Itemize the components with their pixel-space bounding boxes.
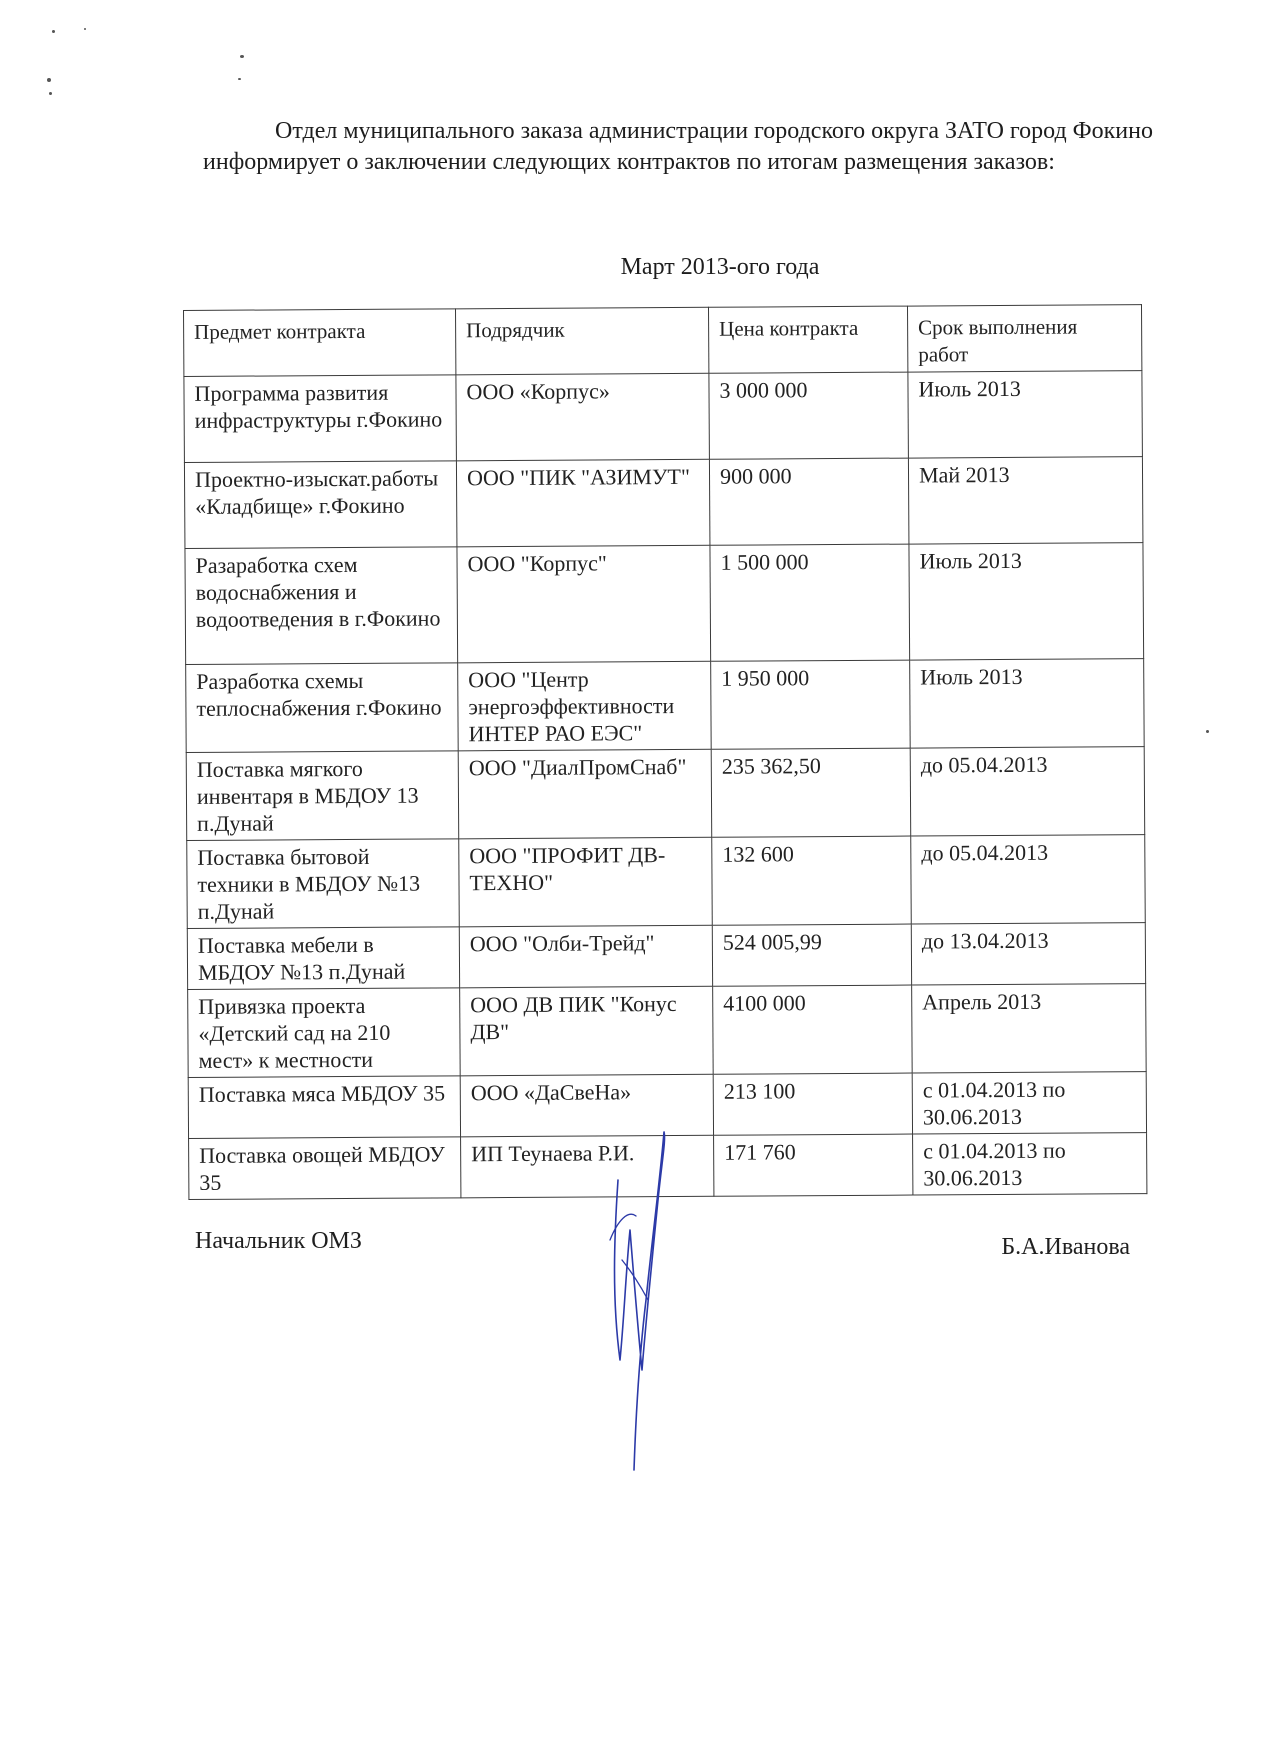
cell-contractor: ООО «ДаСвеНа» — [460, 1074, 713, 1137]
contracts-table — [183, 304, 1147, 1200]
cell-subject: Поставка мяса МБДОУ 35 — [188, 1076, 460, 1139]
table-row — [184, 371, 1143, 463]
cell-contractor: ООО "Олби-Трейд" — [459, 925, 712, 988]
cell-subject: Разаработка схем водоснабжения и водоотведения в г.Фокино — [185, 547, 458, 665]
header-contractor: Подрядчик — [455, 307, 708, 375]
cell-deadline: Июль 2013 — [908, 371, 1143, 458]
cell-deadline: с 01.04.2013 по 30.06.2013 — [913, 1133, 1147, 1195]
cell-contractor: ООО "ПРОФИТ ДВ-ТЕХНО" — [459, 837, 713, 927]
scan-speck — [238, 78, 241, 80]
cell-price: 524 005,99 — [712, 924, 911, 986]
cell-price: 132 600 — [712, 836, 912, 925]
cell-deadline: до 05.04.2013 — [910, 747, 1145, 836]
cell-price: 900 000 — [709, 458, 909, 545]
intro-paragraph: Отдел муниципального заказа администрации городского округа ЗАТО город Фокино информирует о заключении следующих контрактов по итогам размещения заказов: — [203, 118, 1153, 175]
cell-subject: Поставка мягкого инвентаря в МБДОУ 13 п.Дунай — [186, 751, 459, 841]
table-row — [187, 835, 1146, 929]
cell-contractor: ООО "Центр энергоэффективности ИНТЕР РАО ЕЭС" — [458, 661, 712, 751]
cell-deadline: Май 2013 — [908, 457, 1143, 544]
cell-subject: Программа развития инфраструктуры г.Фокино — [184, 375, 457, 463]
cell-deadline: до 13.04.2013 — [911, 923, 1145, 985]
cell-contractor: ООО "ПИК "АЗИМУТ" — [456, 459, 710, 547]
table-row — [186, 659, 1145, 753]
table-header-row — [184, 305, 1142, 377]
cell-deadline: до 05.04.2013 — [911, 835, 1146, 924]
cell-price: 213 100 — [713, 1073, 912, 1135]
table-row — [187, 923, 1145, 990]
scan-speck — [240, 55, 244, 58]
report-period: Март 2013-ого года — [620, 254, 820, 280]
cell-price: 4100 000 — [713, 985, 913, 1074]
cell-subject: Разработка схемы теплоснабжения г.Фокино — [186, 663, 459, 753]
cell-contractor: ИП Теунаева Р.И. — [461, 1135, 714, 1198]
cell-price: 171 760 — [714, 1134, 913, 1196]
table-row — [188, 984, 1147, 1078]
cell-contractor: ООО «Корпус» — [456, 373, 710, 461]
table-row — [186, 747, 1145, 841]
cell-subject: Поставка овощей МБДОУ 35 — [189, 1137, 461, 1200]
cell-price: 1 950 000 — [711, 660, 911, 749]
cell-subject: Поставка бытовой техники в МБДОУ №13 п.Дунай — [187, 839, 460, 929]
cell-contractor: ООО ДВ ПИК "Конус ДВ" — [460, 986, 714, 1076]
cell-price: 235 362,50 — [711, 748, 911, 837]
cell-price: 3 000 000 — [709, 372, 909, 459]
table-row — [184, 457, 1143, 549]
scan-speck — [47, 78, 51, 82]
scan-speck — [52, 30, 55, 33]
cell-contractor: ООО "Корпус" — [457, 545, 711, 663]
signatory-name: Б.А.Иванова — [1001, 1234, 1130, 1260]
cell-subject: Поставка мебели в МБДОУ №13 п.Дунай — [187, 927, 459, 990]
cell-deadline: с 01.04.2013 по 30.06.2013 — [912, 1072, 1146, 1134]
scan-speck — [49, 92, 52, 95]
header-subject: Предмет контракта — [184, 309, 456, 377]
scan-speck — [1206, 730, 1209, 733]
cell-deadline: Апрель 2013 — [912, 984, 1147, 1073]
signatory-title: Начальник ОМЗ — [195, 1228, 362, 1254]
table-row — [185, 543, 1144, 665]
cell-deadline: Июль 2013 — [909, 543, 1144, 660]
handwritten-signature — [600, 1120, 680, 1480]
scan-speck — [84, 28, 86, 30]
cell-price: 1 500 000 — [710, 544, 910, 661]
signature-stroke — [615, 1132, 665, 1470]
header-price: Цена контракта — [708, 306, 907, 373]
signature-stroke — [610, 1214, 648, 1300]
header-deadline: Срок выполнения работ — [907, 305, 1141, 372]
cell-subject: Проектно-изыскат.работы «Кладбище» г.Фокино — [184, 461, 457, 549]
cell-contractor: ООО "ДиалПромСнаб" — [458, 749, 712, 839]
cell-subject: Привязка проекта «Детский сад на 210 мест» к местности — [188, 988, 461, 1078]
cell-deadline: Июль 2013 — [910, 659, 1145, 748]
